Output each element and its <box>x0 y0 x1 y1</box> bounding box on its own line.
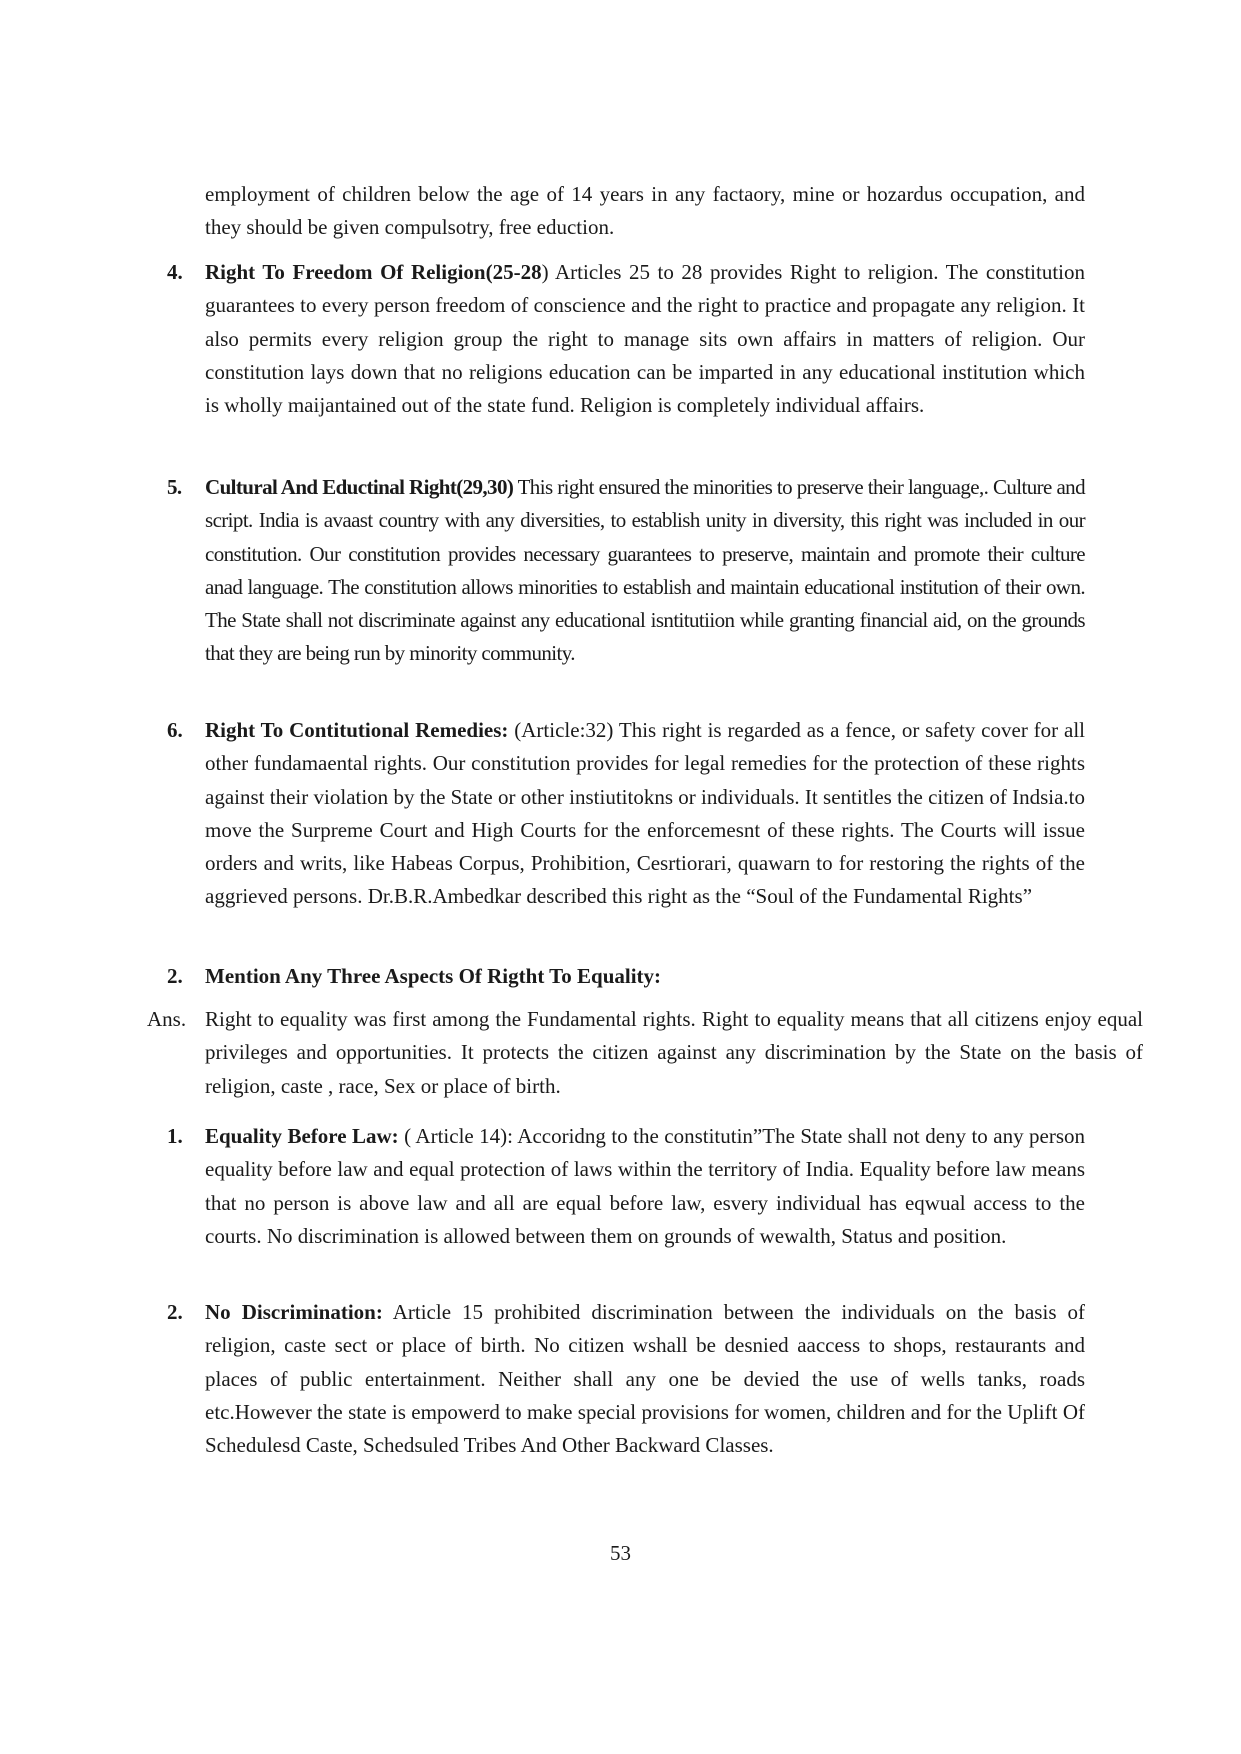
answer-label: Ans. <box>147 1007 187 1031</box>
item-title: Cultural And Eductinal Right(29,30) <box>205 475 514 499</box>
item-text: Articles 25 to 28 provides Right to religion. The constitution guarantees to every person freedom of conscience and the right to practice and propagate any religion. It also permits every religion group the right to manage sits own affairs in matters of religion. Our constitution lays down that no religions education can be imparted in any educational institution which is wholly maijantained out of the state fund. Religion is completely individual affairs. <box>205 260 1085 418</box>
right-item-4 <box>167 256 1085 422</box>
item-number: 6. <box>167 718 183 742</box>
item-text: ( Article 14): Accoridng to the constitutin”The State shall not deny to any person equality before law and equal protection of laws within the territory of India. Equality before law means that no person is above law and all are equal before law, esvery individual has eqwual access to the courts. No discrimination is allowed between them on grounds of wewalth, Status and position. <box>205 1124 1086 1248</box>
item-number: 1. <box>167 1124 183 1148</box>
answer-text: Right to equality was first among the Fundamental rights. Right to equality means that all citizens enjoy equal privileges and opportunities. It protects the citizen against any discrimination by the State on the basis of religion, caste , race, Sex or place of birth. <box>205 1007 1143 1098</box>
question-text: Mention Any Three Aspects Of Rigtht To Equality: <box>205 964 662 988</box>
item-number: 5. <box>167 475 182 499</box>
item-title-tail: ) <box>541 260 549 284</box>
item-title: Equality Before Law: <box>205 1124 399 1148</box>
continuation-paragraph: employment of children below the age of 14 years in any factaory, mine or hozardus occupation, and they should be given compulsotry, free eduction. <box>205 182 1085 240</box>
answer-paragraph <box>147 1003 1143 1103</box>
question-number: 2. <box>167 964 183 988</box>
item-title: No Discrimination: <box>205 1300 383 1324</box>
item-number: 2. <box>167 1300 183 1324</box>
item-title: Right To Contitutional Remedies: <box>205 718 509 742</box>
aspect-item-1 <box>167 1120 1086 1253</box>
item-title: Right To Freedom Of Religion(25-28 <box>205 260 542 284</box>
item-text: (Article:32) This right is regarded as a fence, or safety cover for all other fundamaental rights. Our constitution provides for legal remedies for the protection of these rights against their violation by the State or other instiutitokns or individuals. It sentitles the citizen of Indsia.to move the Surpreme Court and High Courts for the enforcemesnt of these rights. The Courts will issue orders and writs, like Habeas Corpus, Prohibition, Cesrtiorari, quawarn to for restoring the rights of the aggrieved persons. Dr.B.R.Ambedkar described this right as the “Soul of the Fundamental Rights” <box>205 718 1085 909</box>
question-heading <box>167 960 1085 993</box>
page-number: 53 <box>610 1541 631 1565</box>
right-item-5 <box>167 471 1085 671</box>
aspect-item-2 <box>167 1296 1086 1462</box>
item-text: Article 15 prohibited discrimination between the individuals on the basis of religion, caste sect or place of birth. No citizen wshall be desnied aaccess to shops, restaurants and places of public entertainment. Neither shall any one be devied the use of wells tanks, roads etc.However the state is empowerd to make special provisions for women, children and for the Uplift Of Schedulesd Caste, Schedsuled Tribes And Other Backward Classes. <box>205 1300 1086 1458</box>
item-number: 4. <box>167 260 183 284</box>
right-item-6 <box>167 714 1085 914</box>
item-text: This right ensured the minorities to preserve their language,. Culture and script. India is avaast country with any diversities, to establish unity in diversity, this right was included in our constitution. Our constitution provides necessary guarantees to preserve, maintain and promote their culture anad language. The constitution allows minorities to establish and maintain educational institution of their own. The State shall not discriminate against any educational isntitutiion while granting financial aid, on the grounds that they are being run by minority community. <box>205 475 1085 666</box>
